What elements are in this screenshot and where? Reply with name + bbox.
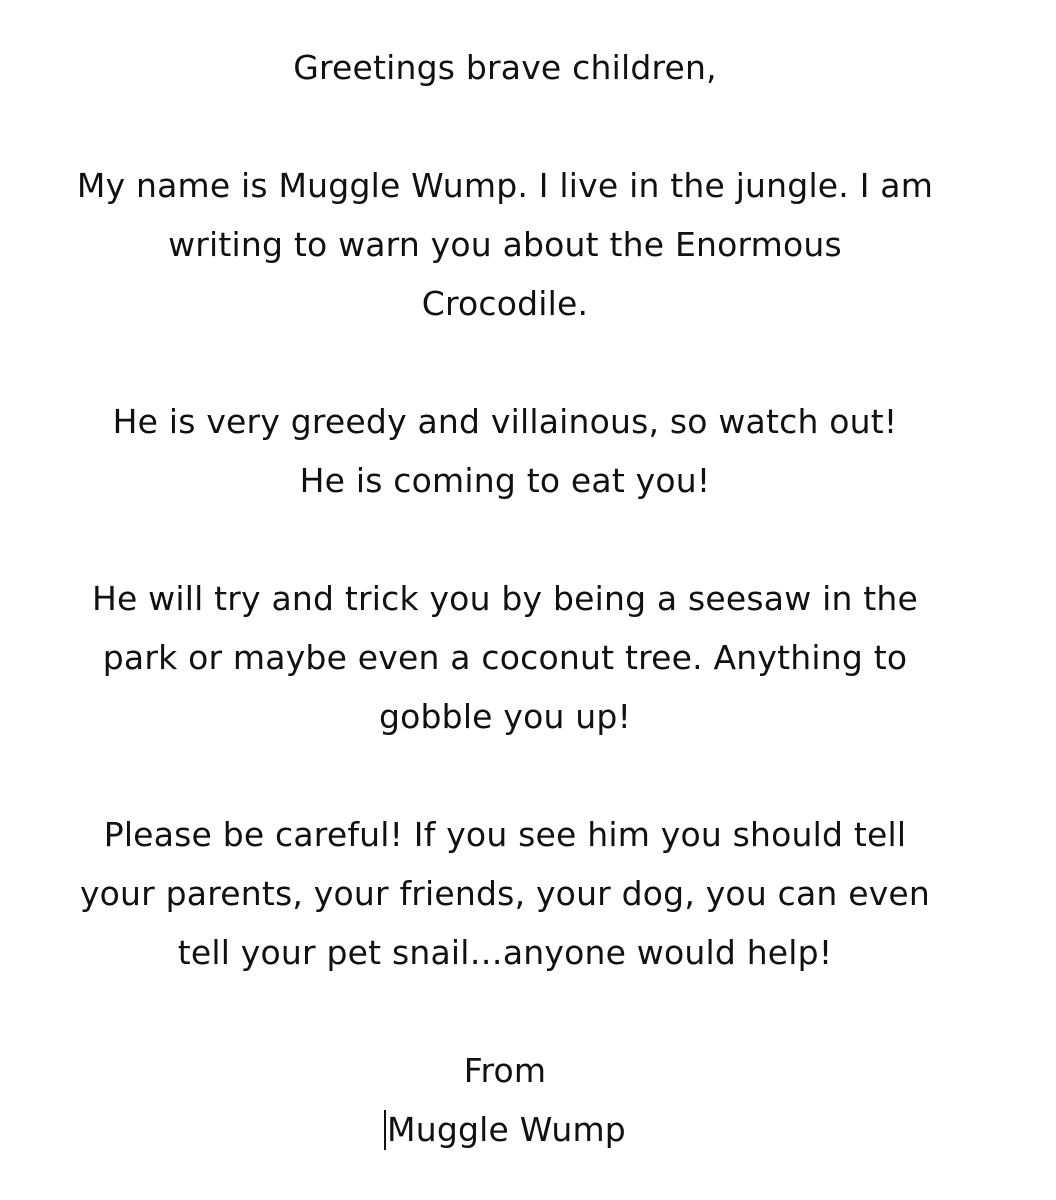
paragraph-4-line-1: Please be careful! If you see him you should tell xyxy=(103,815,907,854)
letter-body[interactable] xyxy=(0,38,1010,1159)
paragraph-2-line-2: He is coming to eat you! xyxy=(299,461,711,500)
paragraph-4-line-3: tell your pet snail…anyone would help! xyxy=(177,933,833,972)
blank-line xyxy=(0,982,1010,1041)
paragraph-1-line-1: My name is Muggle Wump. I live in the jungle. I am xyxy=(76,166,934,205)
greeting-line: Greetings brave children, xyxy=(293,48,717,87)
paragraph-1-line-2: writing to warn you about the Enormous xyxy=(168,225,842,264)
paragraph-3-line-1: He will try and trick you by being a seesaw in the xyxy=(91,579,919,618)
blank-line xyxy=(0,510,1010,569)
closing-line: From xyxy=(463,1051,547,1090)
signature-text: Muggle Wump xyxy=(387,1110,626,1149)
paragraph-1-line-3: Crocodile. xyxy=(421,284,589,323)
blank-line xyxy=(0,333,1010,392)
paragraph-4-line-2: your parents, your friends, your dog, you can even xyxy=(79,874,931,913)
text-cursor xyxy=(384,1110,386,1150)
blank-line xyxy=(0,97,1010,156)
paragraph-3-line-3: gobble you up! xyxy=(378,697,631,736)
signature-line xyxy=(0,1100,1010,1159)
blank-line xyxy=(0,746,1010,805)
paragraph-2-line-1: He is very greedy and villainous, so watch out! xyxy=(112,402,898,441)
paragraph-3-line-2: park or maybe even a coconut tree. Anything to xyxy=(102,638,908,677)
